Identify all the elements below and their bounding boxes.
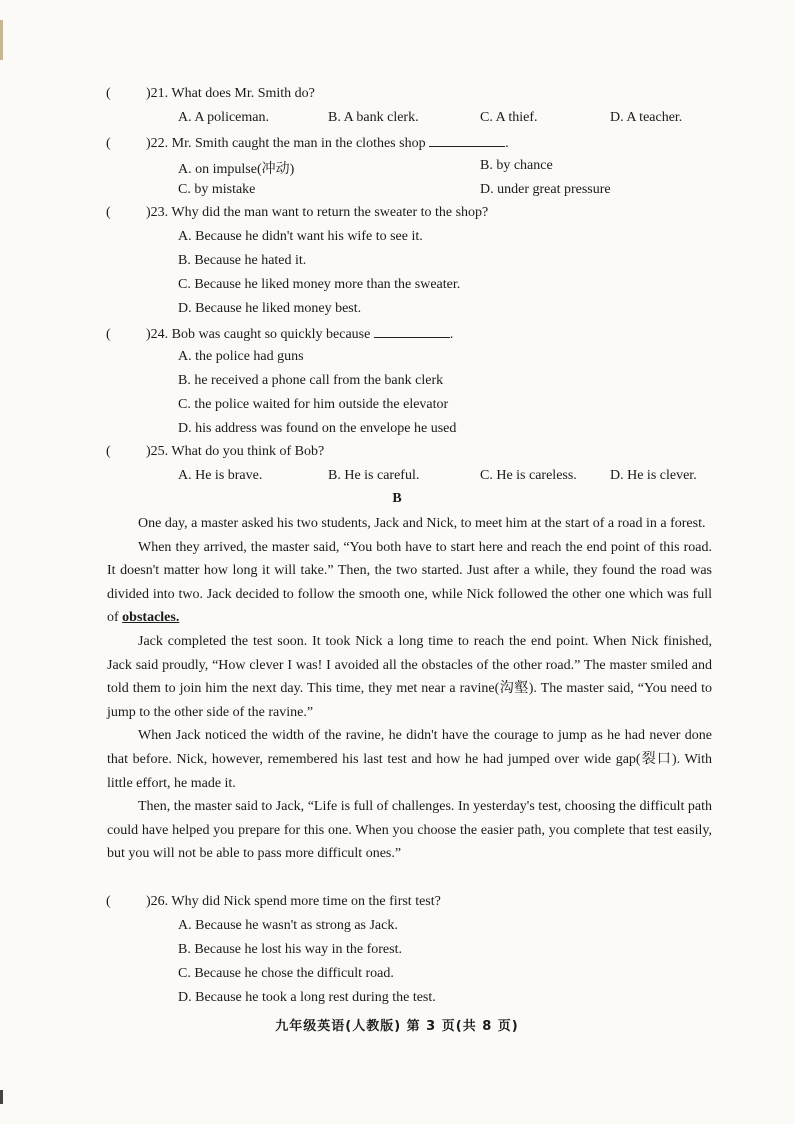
option-c: C. Because he chose the difficult road. (178, 966, 394, 981)
question-stem: )22. Mr. Smith caught the man in the clothes shop (146, 136, 426, 151)
option-c: C. by mistake (178, 182, 256, 197)
question-25 (106, 444, 324, 460)
option-c: C. Because he liked money more than the sweater. (178, 277, 461, 292)
option-d: D. his address was found on the envelope he used (178, 421, 457, 436)
option-c: C. He is careless. (480, 468, 577, 483)
answer-paren[interactable]: ( (106, 205, 111, 220)
answer-paren[interactable]: ( (106, 136, 111, 151)
option-a: A. on impulse(冲动) (178, 162, 295, 177)
reading-passage (107, 512, 712, 866)
section-title: B (392, 491, 402, 506)
option-d: D. Because he liked money best. (178, 301, 362, 316)
option-b: B. Because he lost his way in the forest. (178, 942, 402, 957)
option-d: D. under great pressure (480, 182, 611, 197)
option-d: D. A teacher. (610, 110, 683, 125)
answer-paren[interactable]: ( (106, 327, 111, 342)
option-b: B. Because he hated it. (178, 253, 307, 268)
option-a: A. Because he didn't want his wife to see it. (178, 229, 423, 244)
paragraph-1: One day, a master asked his two students, Jack and Nick, to meet him at the start of a road in a forest. (138, 516, 706, 531)
option-d: D. Because he took a long rest during the test. (178, 990, 436, 1005)
question-24 (106, 325, 453, 343)
option-c: C. A thief. (480, 110, 538, 125)
paragraph-3: Jack completed the test soon. It took Nick a long time to reach the end point. When Nick finished, Jack said proudly, “How clever I was! I avoided all the obstacles of the other road.” The master smiled and told them to join him the next day. This time, they met near a ravine(沟壑). The master said, “You need to jump to the other side of the ravine.” (107, 633, 712, 720)
page-footer: 九年级英语(人教版) 第 3 页(共 8 页) (275, 1019, 519, 1034)
scan-edge-mark (0, 1090, 3, 1104)
paragraph-2-text: When they arrived, the master said, “You both have to start here and reach the end point of this road. It doesn't matter how long it will take.” Then, the two started. Just after a while, they found the road was divided into two. Jack decided to follow the smooth one, while Nick followed the other one which was full of (107, 539, 712, 626)
option-b: B. by chance (480, 158, 553, 173)
question-stem-end: . (505, 136, 509, 151)
question-stem: )23. Why did the man want to return the sweater to the shop? (146, 205, 489, 220)
question-23 (106, 205, 488, 221)
option-a: A. Because he wasn't as strong as Jack. (178, 918, 398, 933)
question-stem-end: . (449, 327, 454, 342)
question-stem: )21. What does Mr. Smith do? (146, 86, 315, 101)
answer-paren[interactable]: ( (106, 86, 111, 101)
option-a: A. the police had guns (178, 349, 304, 364)
answer-paren[interactable]: ( (106, 894, 111, 909)
option-b: B. he received a phone call from the bank clerk (178, 373, 444, 388)
scan-edge-mark (0, 20, 3, 60)
paragraph-4: When Jack noticed the width of the ravine, he didn't have the courage to jump as he had never done that before. Nick, however, remembered his last test and how he had jumped over wide gap(裂口). With little effort, he made it. (107, 728, 712, 791)
question-22 (106, 134, 509, 152)
option-c: C. the police waited for him outside the elevator (178, 397, 449, 412)
option-a: A. He is brave. (178, 468, 263, 483)
answer-paren[interactable]: ( (106, 444, 111, 459)
answer-blank[interactable] (429, 134, 505, 147)
obstacles-word: obstacles. (122, 610, 180, 626)
option-d: D. He is clever. (610, 468, 697, 483)
paragraph-2 (107, 536, 712, 630)
question-21 (106, 86, 315, 102)
option-a: A. A policeman. (178, 110, 269, 125)
answer-blank[interactable] (374, 325, 450, 338)
question-26 (106, 894, 441, 910)
option-b: B. He is careful. (328, 468, 420, 483)
option-b: B. A bank clerk. (328, 110, 419, 125)
question-stem: )26. Why did Nick spend more time on the first test? (146, 894, 441, 909)
question-stem: )24. Bob was caught so quickly because (146, 327, 371, 342)
paragraph-5: Then, the master said to Jack, “Life is full of challenges. In yesterday's test, choosing the difficult path could have helped you prepare for this one. When you choose the easier path, you complete that test easily, but you will not be able to pass more difficult ones.” (107, 799, 712, 862)
question-stem: )25. What do you think of Bob? (146, 444, 325, 459)
